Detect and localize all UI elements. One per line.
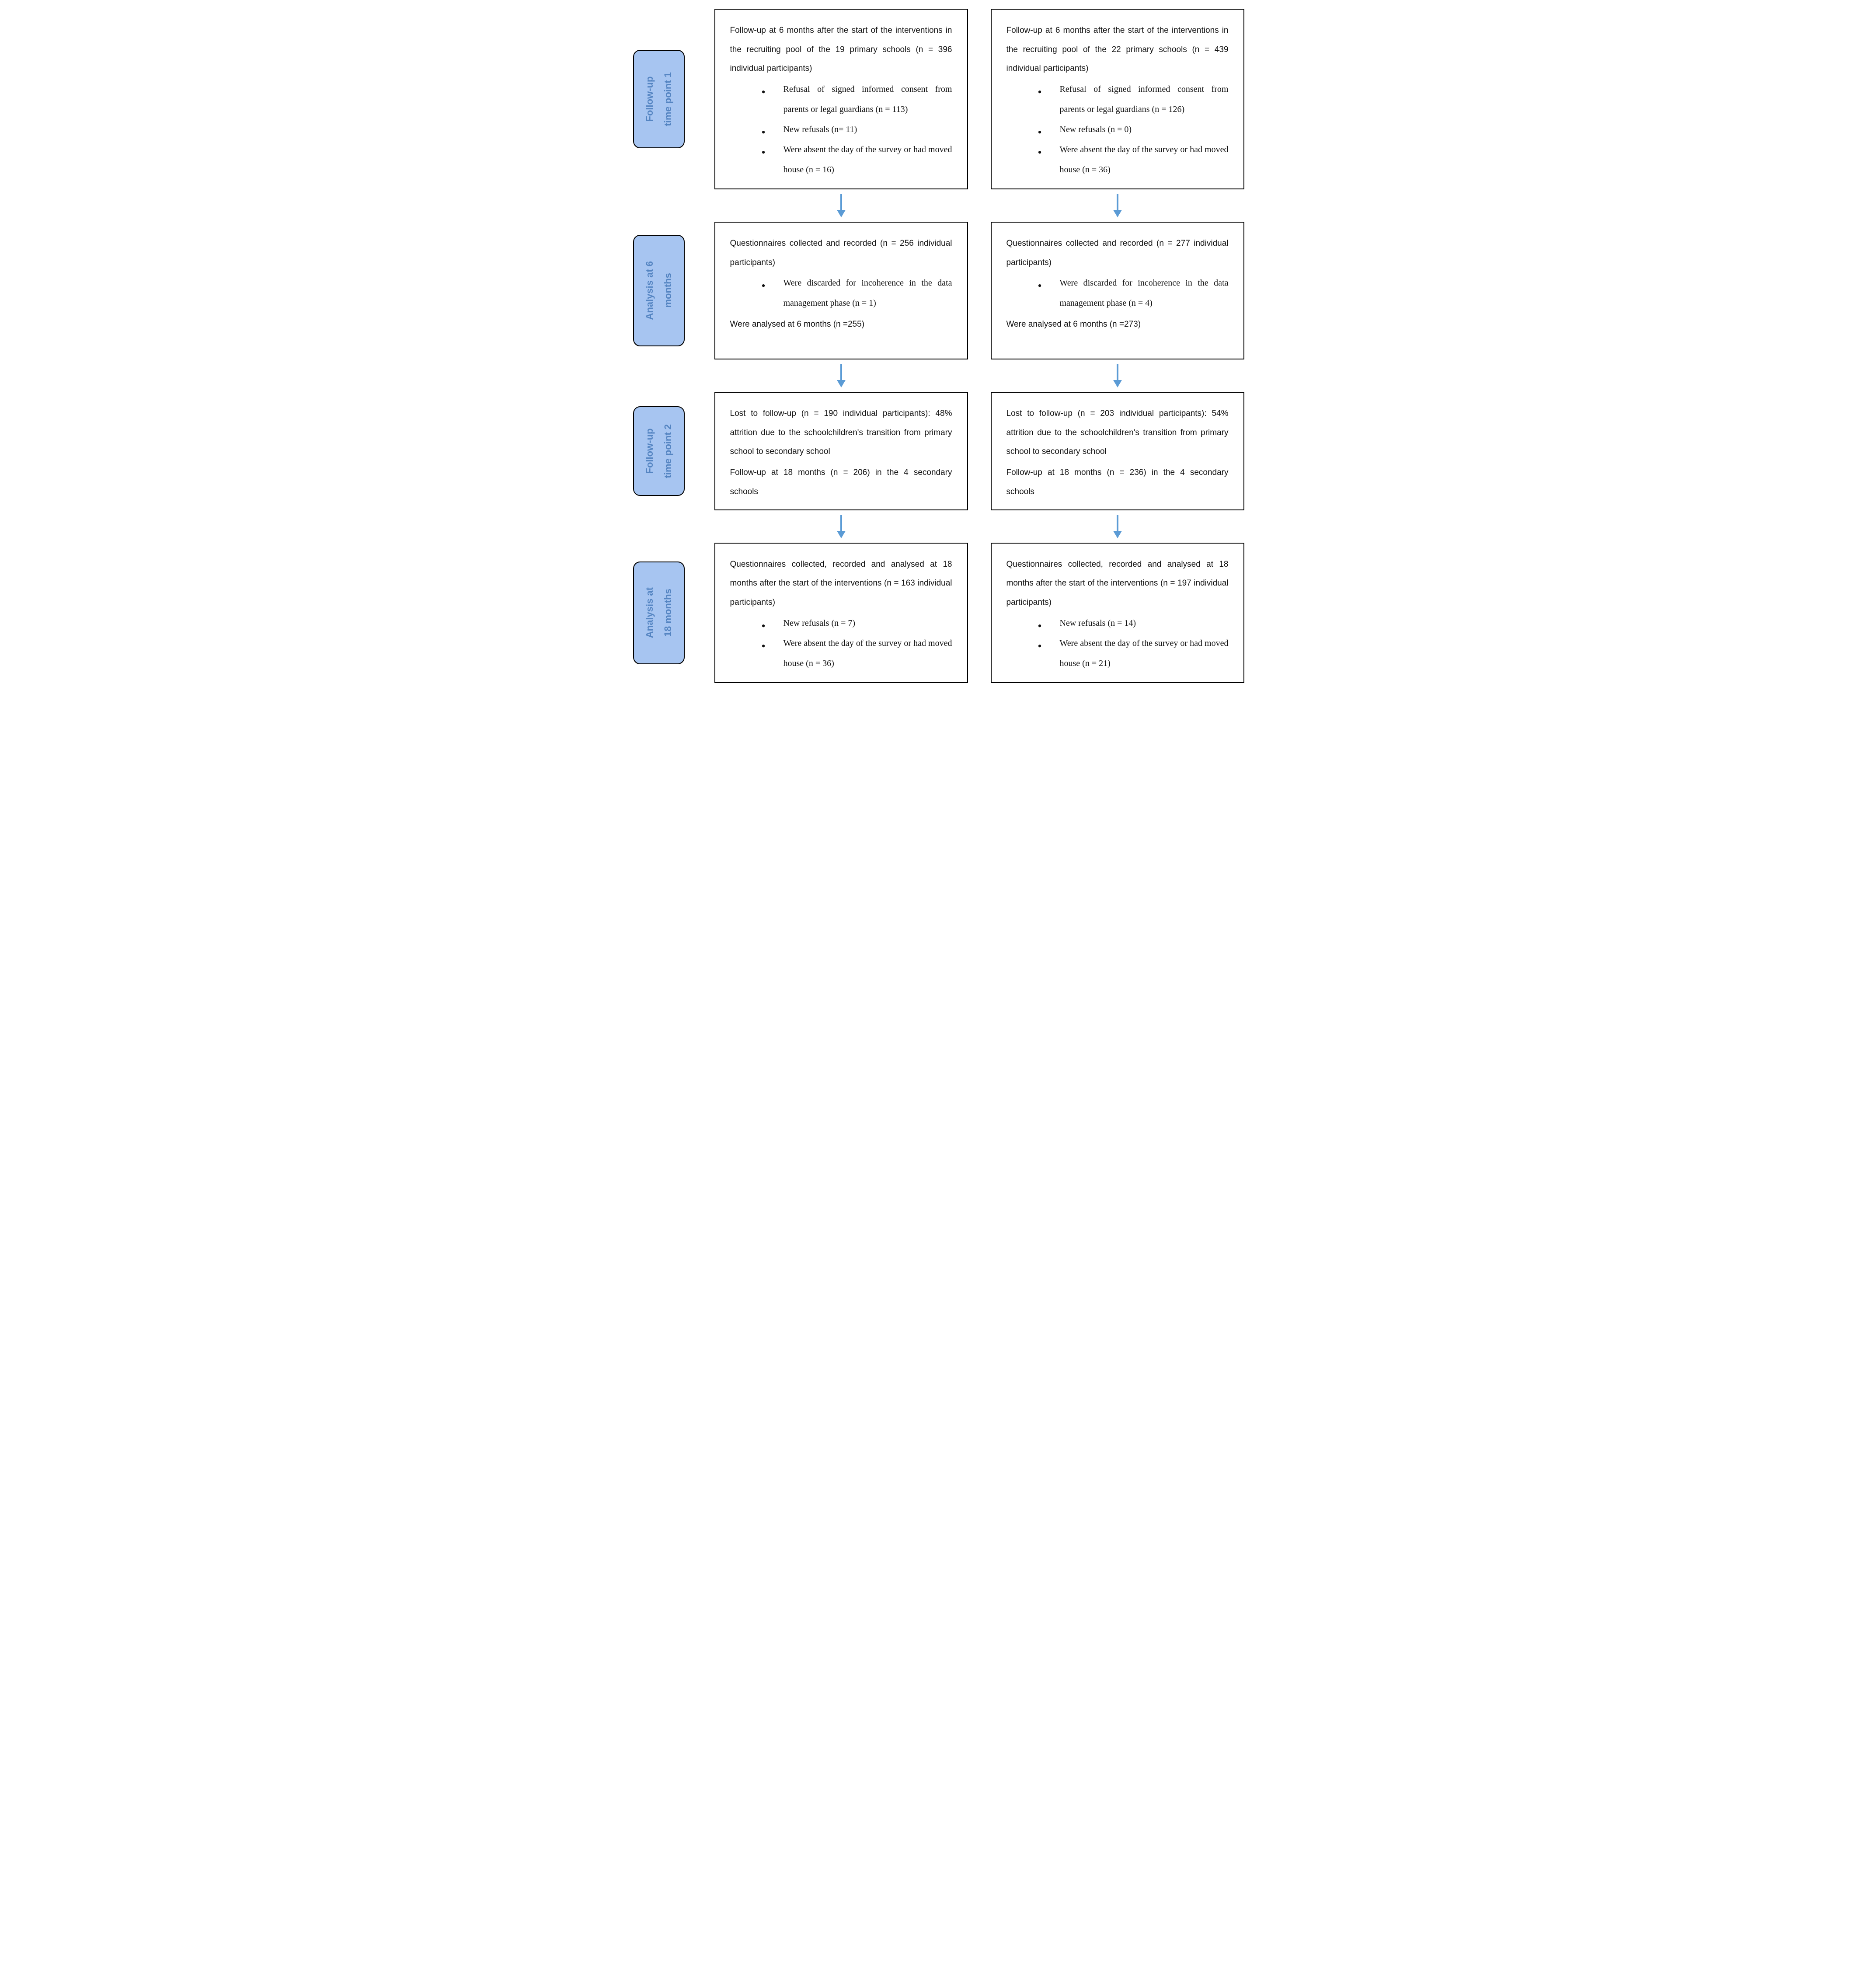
box-cell	[991, 392, 1244, 510]
box-footer-text: Were analysed at 6 months (n =273)	[1006, 320, 1141, 329]
stage-label-followup-1	[633, 50, 685, 148]
flow-box-analysis6-left	[714, 222, 968, 359]
study-flow-diagram	[623, 0, 1248, 696]
box-intro-text: Lost to follow-up (n = 190 individual participants): 48% attrition due to the schoolchildren's transition from primary school to secondary school	[730, 409, 952, 457]
bullet-item: • Were discarded for incoherence in the data management phase (n = 1)	[762, 273, 952, 313]
label-cell-2	[626, 222, 692, 359]
stage-label-line: Analysis at	[644, 587, 655, 638]
bullet-item: • Were absent the day of the survey or had moved house (n = 36)	[762, 633, 952, 673]
box-intro-text: Follow-up at 6 months after the start of the interventions in the recruiting pool of the 22 primary schools (n = 439 individual participants)	[1006, 26, 1229, 73]
row-analysis-18-months	[626, 543, 1244, 683]
bullet-list	[1006, 273, 1229, 313]
box-footer-text: Were analysed at 6 months (n =255)	[730, 320, 865, 329]
stage-label-line: Follow-up	[644, 76, 655, 122]
stage-label-analysis-6	[633, 235, 685, 346]
flow-box-followup1-right	[991, 9, 1244, 189]
box-cell	[714, 392, 968, 510]
box-cell	[991, 222, 1244, 359]
bullet-list	[730, 613, 952, 673]
bullet-list	[1006, 613, 1229, 673]
bullet-list	[1006, 79, 1229, 180]
down-arrow-icon	[836, 193, 847, 218]
row-analysis-6-months	[626, 222, 1244, 359]
row-followup-time-point-2	[626, 392, 1244, 510]
box-intro-text: Questionnaires collected, recorded and analysed at 18 months after the start of the interventions (n = 197 individual participants)	[1006, 559, 1229, 607]
box-cell	[714, 222, 968, 359]
stage-label-text	[641, 424, 677, 478]
box-cell	[991, 9, 1244, 189]
box-footer-text: Follow-up at 18 months (n = 236) in the 4 secondary schools	[1006, 468, 1229, 496]
bullet-item: • New refusals (n= 11)	[762, 119, 952, 140]
down-arrow-icon	[1112, 514, 1123, 539]
stage-label-line: time point 2	[662, 424, 673, 478]
stage-label-line: months	[662, 273, 673, 308]
flow-box-followup2-right	[991, 392, 1244, 510]
down-arrow-icon	[1112, 363, 1123, 388]
bullet-item: • Were discarded for incoherence in the data management phase (n = 4)	[1038, 273, 1229, 313]
box-intro-text: Questionnaires collected and recorded (n = 277 individual participants)	[1006, 239, 1229, 267]
bullet-list	[730, 273, 952, 313]
flow-box-analysis18-right	[991, 543, 1244, 683]
bullet-item: • Were absent the day of the survey or had moved house (n = 16)	[762, 140, 952, 180]
flow-box-analysis6-right	[991, 222, 1244, 359]
stage-label-line: 18 months	[662, 589, 673, 637]
arrow-cell	[991, 363, 1244, 388]
bullet-item: • New refusals (n = 0)	[1038, 119, 1229, 140]
stage-label-followup-2	[633, 406, 685, 496]
arrow-cell	[714, 514, 968, 539]
flow-box-analysis18-left	[714, 543, 968, 683]
down-arrow-icon	[836, 363, 847, 388]
row-followup-time-point-1	[626, 9, 1244, 189]
box-intro-text: Questionnaires collected and recorded (n = 256 individual participants)	[730, 239, 952, 267]
bullet-item: • New refusals (n = 14)	[1038, 613, 1229, 633]
flow-box-followup1-left	[714, 9, 968, 189]
down-arrow-icon	[836, 514, 847, 539]
stage-label-text	[641, 587, 677, 638]
stage-label-text	[641, 261, 677, 320]
stage-label-text	[641, 72, 677, 126]
label-cell-3	[626, 392, 692, 510]
box-cell	[714, 9, 968, 189]
label-cell-1	[626, 9, 692, 189]
arrow-cell	[714, 193, 968, 218]
box-footer-text: Follow-up at 18 months (n = 206) in the 4 secondary schools	[730, 468, 952, 496]
box-intro-text: Questionnaires collected, recorded and analysed at 18 months after the start of the interventions (n = 163 individual participants)	[730, 559, 952, 607]
stage-label-line: Analysis at 6	[644, 261, 655, 320]
arrow-row-3	[626, 510, 1244, 543]
flow-box-followup2-left	[714, 392, 968, 510]
stage-label-analysis-18	[633, 562, 685, 664]
arrow-row-1	[626, 189, 1244, 222]
bullet-item: • Were absent the day of the survey or had moved house (n = 21)	[1038, 633, 1229, 673]
bullet-item: • Refusal of signed informed consent from parents or legal guardians (n = 126)	[1038, 79, 1229, 119]
arrow-row-2	[626, 359, 1244, 392]
arrow-cell	[714, 363, 968, 388]
arrow-cell	[991, 193, 1244, 218]
bullet-item: • New refusals (n = 7)	[762, 613, 952, 633]
stage-label-line: Follow-up	[644, 428, 655, 474]
down-arrow-icon	[1112, 193, 1123, 218]
bullet-item: • Refusal of signed informed consent from parents or legal guardians (n = 113)	[762, 79, 952, 119]
bullet-list	[730, 79, 952, 180]
label-cell-4	[626, 543, 692, 683]
arrow-cell	[991, 514, 1244, 539]
box-intro-text: Follow-up at 6 months after the start of the interventions in the recruiting pool of the 19 primary schools (n = 396 individual participants)	[730, 26, 952, 73]
stage-label-line: time point 1	[662, 72, 673, 126]
box-intro-text: Lost to follow-up (n = 203 individual participants): 54% attrition due to the schoolchildren's transition from primary school to secondary school	[1006, 409, 1229, 457]
box-cell	[991, 543, 1244, 683]
bullet-item: • Were absent the day of the survey or had moved house (n = 36)	[1038, 140, 1229, 180]
box-cell	[714, 543, 968, 683]
